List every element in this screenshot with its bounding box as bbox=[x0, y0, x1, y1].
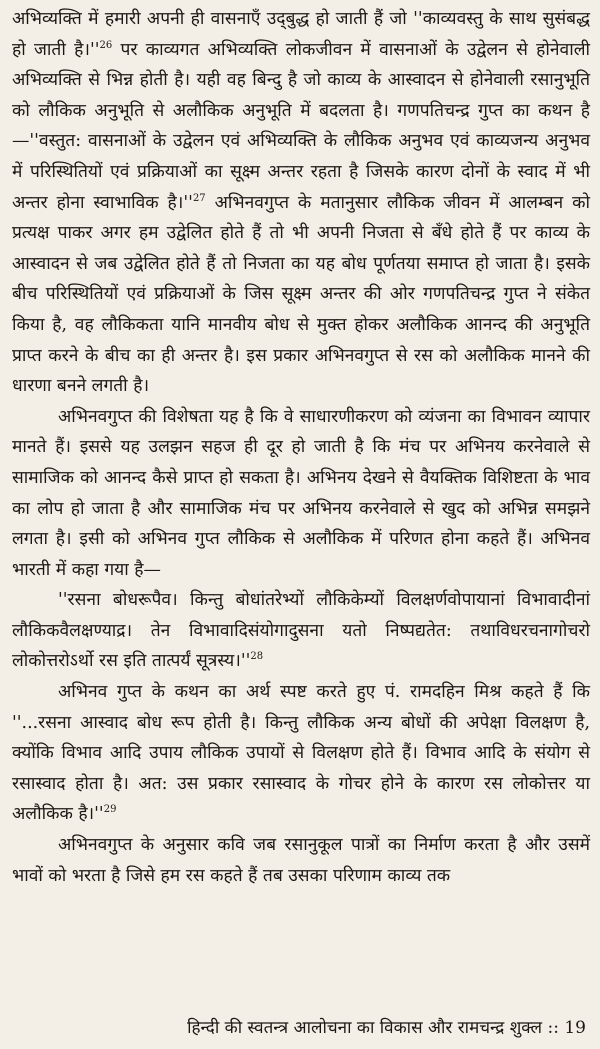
paragraph-1-text-c: अभिनवगुप्त के मतानुसार लौकिक जीवन में आलम्बन को प्रत्यक्ष पाकर अगर हम उद्वेलित होते हैं तो भी अपनी निजता से बँधे होते हैं पर काव्य के आस्वादन से जब उद्वेलित होते हैं तो निजता का यह बोध पूर्णतया समाप्त हो जाता है। इसके बीच परिस्थितियों एवं प्रक्रियाओं के जिस सूक्ष्म अन्तर की ओर गणपतिचन्द्र गुप्त ने संकेत किया है, वह लौकिकता यानि मानवीय बोध से मुक्त होकर अलौकिक आनन्द की अनुभूति प्राप्त करने के बीच का ही अन्तर है। इस प्रकार अभिनवगुप्त से रस को अलौकिक मानने की धारणा बनने लगती है। bbox=[12, 192, 590, 397]
sanskrit-quote bbox=[12, 585, 590, 677]
paragraph-4 bbox=[12, 830, 590, 891]
paragraph-3 bbox=[12, 677, 590, 830]
paragraph-2 bbox=[12, 402, 590, 586]
paragraph-1 bbox=[12, 4, 590, 402]
footnote-ref-29[interactable]: 29 bbox=[103, 804, 117, 816]
footnote-ref-28[interactable]: 28 bbox=[250, 651, 264, 663]
sanskrit-quote-text: ''रसना बोधरूपैव। किन्तु बोधांतरेभ्यों लौकिकेम्यों विलक्षर्णवोपायानां विभावादीनां लौकिकवैलक्षण्याद्र। तेन विभावादिसंयोगादुसना यतो निष्पद्यतेत: तथाविधरचनागोचरो लोकोत्तरोऽर्थो रस इति तात्पर्यं सूत्रस्य।'' bbox=[12, 590, 590, 672]
paragraph-4-text: अभिनवगुप्त के अनुसार कवि जब रसानुकूल पात्रों का निर्माण करता है और उसमें भावों को भरता है जिसे हम रस कहते हैं तब उसका परिणाम काव्य तक bbox=[12, 835, 590, 886]
running-title: हिन्दी की स्वतन्त्र आलोचना का विकास और रामचन्द्र शुक्ल bbox=[187, 1018, 543, 1038]
paragraph-3-text: अभिनव गुप्त के कथन का अर्थ स्पष्ट करते हुए पं. रामदहिन मिश्र कहते हैं कि ''...रसना आस्वाद बोध रूप होती है। किन्तु लौकिक अन्य बोधों की अपेक्षा विलक्षण है, क्योंकि विभाव आदि उपाय लौकिक उपायों से विलक्षण होते हैं। विभाव आदि के संयोग से रसास्वाद होता है। अत: उस प्रकार रसास्वाद के गोचर होने के कारण रस लोकोत्तर या अलौकिक है।'' bbox=[12, 682, 590, 825]
page-number: 19 bbox=[564, 1018, 586, 1038]
footnote-ref-27[interactable]: 27 bbox=[192, 192, 206, 204]
paragraph-1-text-a: अभिव्यक्ति में हमारी अपनी ही वासनाएँ उद्‌बुद्ध हो जाती हैं जो ''काव्यवस्तु के साथ सुसंबद्ध हो जाती है।'' bbox=[12, 9, 590, 60]
paragraph-1-text-b: पर काव्यगत अभिव्यक्ति लोकजीवन में वासनाओं के उद्वेलन से होनेवाली अभिव्यक्ति से भिन्न होती है। यही वह बिन्दु है जो काव्य के आस्वादन से होनेवाली रसानुभूति को लौकिक अनुभूति से अलौकिक अनुभूति में बदलता है। गणपतिचन्द्र गुप्त का कथन है—''वस्तुत: वासनाओं के उद्वेलन एवं अभिव्यक्ति के लौकिक अनुभव एवं काव्यजन्य अनुभव में परिस्थितियों एवं प्रक्रियाओं का सूक्ष्म अन्तर रहता है जिसके कारण दोनों के स्वाद में भी अन्तर होना स्वाभाविक है।'' bbox=[12, 39, 590, 213]
page-footer bbox=[0, 1017, 586, 1039]
footer-separator: :: bbox=[542, 1018, 565, 1038]
paragraph-2-text: अभिनवगुप्त की विशेषता यह है कि वे साधारणीकरण को व्यंजना का विभावन व्यापार मानते हैं। इससे यह उलझन सहज ही दूर हो जाती है कि मंच पर अभिनय करनेवाले से सामाजिक को आनन्द कैसे प्राप्त हो सकता है। अभिनय देखने से वैयक्तिक विशिष्टता के भाव का लोप हो जाता है और सामाजिक मंच पर अभिनय करनेवाले से खुद को अभिन्न समझने लगता है। इसी को अभिनव गुप्त लौकिक से अलौकिक में परिणत होना कहते हैं। अभिनव भारती में कहा गया है— bbox=[12, 406, 590, 580]
footnote-ref-26[interactable]: 26 bbox=[99, 39, 113, 51]
